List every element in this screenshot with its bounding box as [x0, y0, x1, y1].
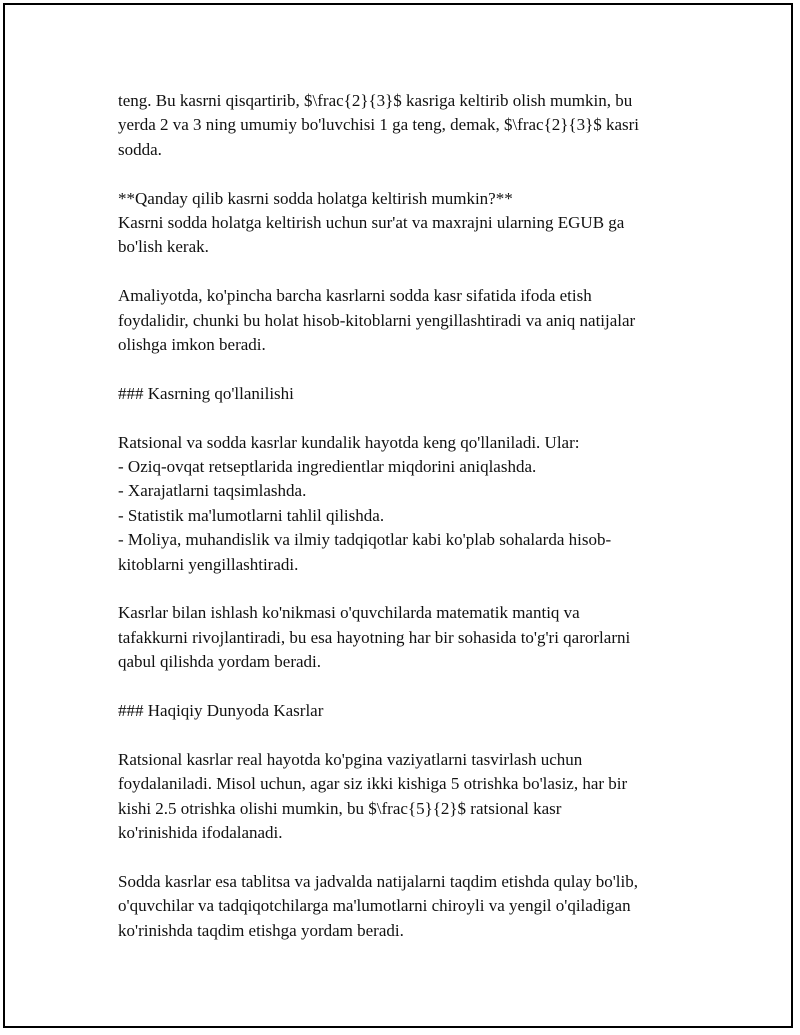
paragraph-line: Ratsional va sodda kasrlar kundalik hayotda keng qo'llaniladi. Ular:	[118, 432, 580, 452]
paragraph-line: - Xarajatlarni taqsimlashda.	[118, 481, 307, 501]
paragraph-line: tafakkurni rivojlantiradi, bu esa hayotning har bir sohasida to'g'ri qarorlarni	[118, 627, 631, 647]
paragraph-line: Kasrni sodda holatga keltirish uchun sur'at va maxrajni ularning EGUB ga	[118, 213, 625, 233]
paragraph-line: yerda 2 va 3 ning umumiy bo'luvchisi 1 ga teng, demak, $\frac{2}{3}$ kasri	[118, 115, 640, 135]
document-paragraph	[118, 870, 708, 943]
paragraph-line: kishi 2.5 otrishka olishi mumkin, bu $\frac{5}{2}$ ratsional kasr	[118, 798, 562, 818]
paragraph-line: - Oziq-ovqat retseptlarida ingredientlar miqdorini aniqlashda.	[118, 457, 537, 477]
paragraph-line: ### Kasrning qo'llanilishi	[118, 383, 294, 403]
paragraph-line: qabul qilishda yordam beradi.	[118, 652, 322, 672]
paragraph-line: Sodda kasrlar esa tablitsa va jadvalda natijalarni taqdim etishda qulay bo'lib,	[118, 871, 638, 891]
paragraph-line: ko'rinishida ifodalanadi.	[118, 823, 283, 843]
document-body	[118, 89, 708, 967]
paragraph-line: - Statistik ma'lumotlarni tahlil qilishda.	[118, 505, 385, 525]
paragraph-line: ### Haqiqiy Dunyoda Kasrlar	[118, 701, 324, 721]
paragraph-line: teng. Bu kasrni qisqartirib, $\frac{2}{3}$ kasriga keltirib olish mumkin, bu	[118, 91, 633, 110]
document-paragraph	[118, 431, 708, 577]
paragraph-line: sodda.	[118, 139, 162, 159]
paragraph-line: Amaliyotda, ko'pincha barcha kasrlarni sodda kasr sifatida ifoda etish	[118, 286, 592, 306]
document-paragraph	[118, 748, 708, 846]
document-paragraph	[118, 699, 708, 723]
document-paragraph	[118, 601, 708, 674]
paragraph-line: o'quvchilar va tadqiqotchilarga ma'lumotlarni chiroyli va yengil o'qiladigan	[118, 896, 631, 916]
paragraph-line: foydalaniladi. Misol uchun, agar siz ikki kishiga 5 otrishka bo'lasiz, har bir	[118, 774, 628, 794]
paragraph-line: kitoblarni yengillashtiradi.	[118, 554, 299, 574]
paragraph-line: foydalidir, chunki bu holat hisob-kitoblarni yengillashtiradi va aniq natijalar	[118, 310, 636, 330]
paragraph-line: - Moliya, muhandislik va ilmiy tadqiqotlar kabi ko'plab sohalarda hisob-	[118, 530, 612, 550]
paragraph-line: ko'rinishda taqdim etishga yordam beradi.	[118, 920, 404, 940]
paragraph-line: Kasrlar bilan ishlash ko'nikmasi o'quvchilarda matematik mantiq va	[118, 603, 580, 623]
document-paragraph	[118, 89, 708, 162]
paragraph-line: olishga imkon beradi.	[118, 335, 266, 355]
paragraph-line: **Qanday qilib kasrni sodda holatga keltirish mumkin?**	[118, 188, 513, 208]
paragraph-line: bo'lish kerak.	[118, 237, 209, 257]
paragraph-line: Ratsional kasrlar real hayotda ko'pgina vaziyatlarni tasvirlash uchun	[118, 749, 583, 769]
document-paragraph	[118, 382, 708, 406]
document-paragraph	[118, 284, 708, 357]
document-paragraph	[118, 187, 708, 260]
